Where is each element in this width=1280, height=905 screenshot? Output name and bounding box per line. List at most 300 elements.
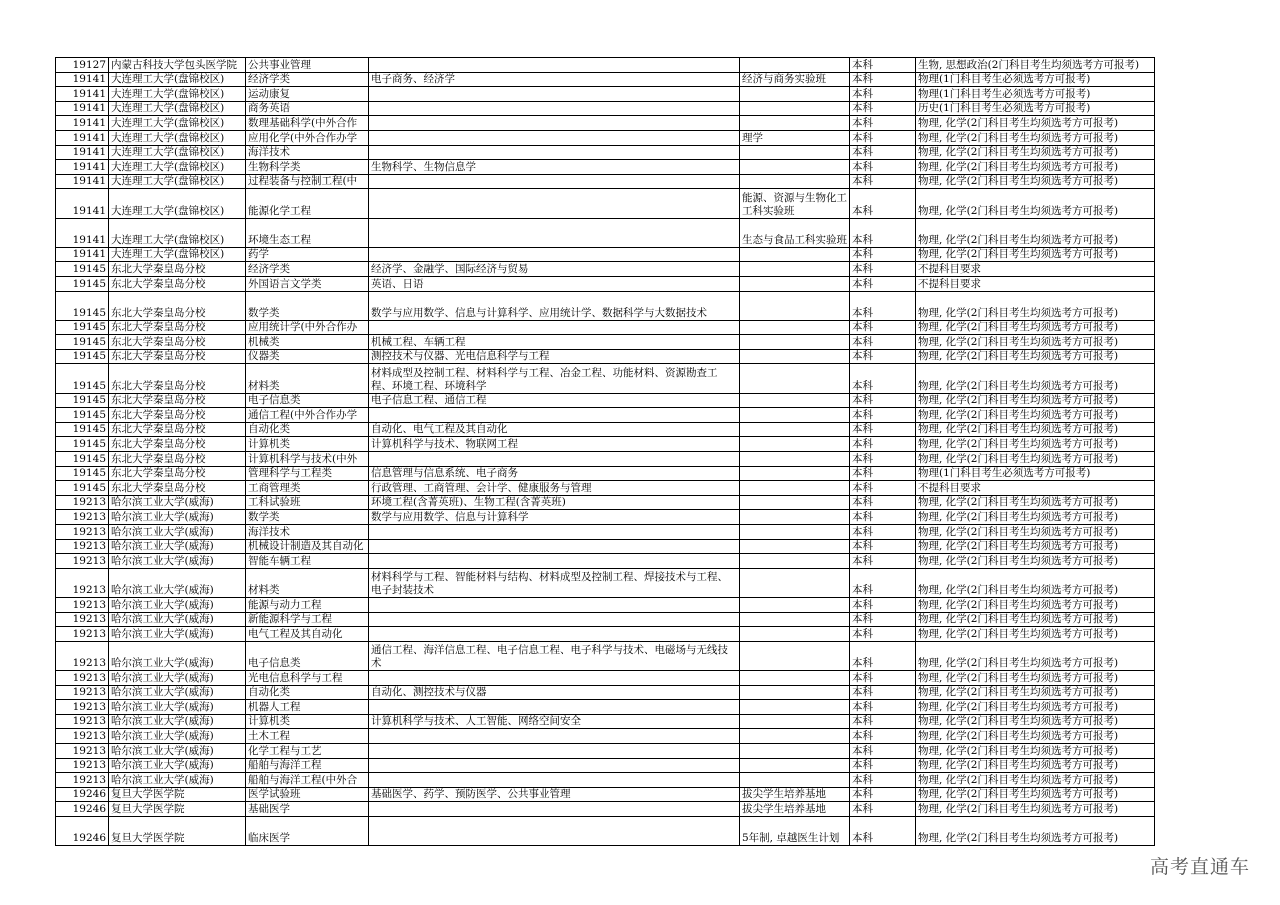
- cell-level: 本科: [850, 145, 916, 160]
- cell-included: [369, 612, 740, 627]
- cell-level: 本科: [850, 101, 916, 116]
- cell-school: 东北大学秦皇岛分校: [109, 452, 246, 467]
- cell-level: 本科: [850, 743, 916, 758]
- cell-level: 本科: [850, 481, 916, 496]
- cell-code: 19141: [56, 218, 109, 247]
- cell-included: 环境工程(含菁英班)、生物工程(含菁英班): [369, 495, 740, 510]
- cell-included: 基础医学、药学、预防医学、公共事业管理: [369, 787, 740, 802]
- cell-remark: [740, 627, 850, 642]
- table-row: [56, 495, 1155, 510]
- cell-major: 机器人工程: [246, 700, 369, 715]
- cell-school: 大连理工大学(盘锦校区): [109, 130, 246, 145]
- cell-subjects: 物理, 化学(2门科目考生均须选考方可报考): [916, 685, 1155, 700]
- cell-subjects: 物理, 化学(2门科目考生均须选考方可报考): [916, 335, 1155, 350]
- cell-major: 新能源科学与工程: [246, 612, 369, 627]
- cell-level: 本科: [850, 452, 916, 467]
- cell-school: 东北大学秦皇岛分校: [109, 393, 246, 408]
- table-row: [56, 160, 1155, 175]
- cell-code: 19213: [56, 670, 109, 685]
- cell-included: [369, 627, 740, 642]
- cell-school: 内蒙古科技大学包头医学院: [109, 58, 246, 73]
- cell-included: [369, 525, 740, 540]
- cell-school: 大连理工大学(盘锦校区): [109, 174, 246, 189]
- cell-subjects: 物理, 化学(2门科目考生均须选考方可报考): [916, 189, 1155, 218]
- table-row: [56, 597, 1155, 612]
- cell-school: 哈尔滨工业大学(威海): [109, 758, 246, 773]
- cell-included: 机械工程、车辆工程: [369, 335, 740, 350]
- cell-major: 临床医学: [246, 816, 369, 845]
- cell-school: 大连理工大学(盘锦校区): [109, 87, 246, 102]
- cell-major: 数理基础科学(中外合作: [246, 116, 369, 131]
- cell-school: 哈尔滨工业大学(威海): [109, 641, 246, 670]
- cell-school: 东北大学秦皇岛分校: [109, 437, 246, 452]
- cell-level: 本科: [850, 597, 916, 612]
- cell-subjects: 物理, 化学(2门科目考生均须选考方可报考): [916, 539, 1155, 554]
- cell-school: 东北大学秦皇岛分校: [109, 364, 246, 393]
- cell-included: 数学与应用数学、信息与计算科学、应用统计学、数据科学与大数据技术: [369, 291, 740, 320]
- cell-subjects: 物理, 化学(2门科目考生均须选考方可报考): [916, 510, 1155, 525]
- cell-level: 本科: [850, 787, 916, 802]
- cell-major: 数学类: [246, 510, 369, 525]
- cell-code: 19145: [56, 452, 109, 467]
- cell-subjects: 物理, 化学(2门科目考生均须选考方可报考): [916, 641, 1155, 670]
- cell-remark: [740, 670, 850, 685]
- cell-remark: 5年制, 卓越医生计划: [740, 816, 850, 845]
- cell-level: 本科: [850, 174, 916, 189]
- table-body: [56, 58, 1155, 846]
- cell-remark: [740, 247, 850, 262]
- table-row: [56, 408, 1155, 423]
- cell-major: 材料类: [246, 364, 369, 393]
- cell-subjects: 物理, 化学(2门科目考生均须选考方可报考): [916, 422, 1155, 437]
- table-row: [56, 612, 1155, 627]
- cell-remark: [740, 510, 850, 525]
- cell-remark: [740, 87, 850, 102]
- cell-remark: [740, 641, 850, 670]
- cell-major: 智能车辆工程: [246, 554, 369, 569]
- cell-major: 工科试验班: [246, 495, 369, 510]
- cell-major: 自动化类: [246, 685, 369, 700]
- cell-subjects: 物理, 化学(2门科目考生均须选考方可报考): [916, 714, 1155, 729]
- cell-school: 大连理工大学(盘锦校区): [109, 101, 246, 116]
- cell-school: 哈尔滨工业大学(威海): [109, 539, 246, 554]
- cell-school: 哈尔滨工业大学(威海): [109, 743, 246, 758]
- table-row: [56, 773, 1155, 788]
- cell-level: 本科: [850, 218, 916, 247]
- cell-code: 19145: [56, 422, 109, 437]
- cell-remark: [740, 452, 850, 467]
- cell-major: 数学类: [246, 291, 369, 320]
- cell-school: 大连理工大学(盘锦校区): [109, 247, 246, 262]
- cell-major: 计算机科学与技术(中外: [246, 452, 369, 467]
- cell-subjects: 物理, 化学(2门科目考生均须选考方可报考): [916, 554, 1155, 569]
- table-row: [56, 276, 1155, 291]
- cell-code: 19145: [56, 276, 109, 291]
- cell-remark: [740, 335, 850, 350]
- cell-included: 自动化、电气工程及其自动化: [369, 422, 740, 437]
- cell-included: [369, 189, 740, 218]
- cell-school: 哈尔滨工业大学(威海): [109, 495, 246, 510]
- cell-remark: [740, 174, 850, 189]
- cell-school: 东北大学秦皇岛分校: [109, 320, 246, 335]
- cell-school: 哈尔滨工业大学(威海): [109, 568, 246, 597]
- table-row: [56, 320, 1155, 335]
- cell-level: 本科: [850, 685, 916, 700]
- cell-subjects: 物理, 化学(2门科目考生均须选考方可报考): [916, 408, 1155, 423]
- cell-remark: 经济与商务实验班: [740, 72, 850, 87]
- cell-level: 本科: [850, 554, 916, 569]
- cell-level: 本科: [850, 729, 916, 744]
- cell-major: 船舶与海洋工程: [246, 758, 369, 773]
- cell-remark: [740, 554, 850, 569]
- cell-subjects: 物理, 化学(2门科目考生均须选考方可报考): [916, 525, 1155, 540]
- cell-school: 哈尔滨工业大学(威海): [109, 685, 246, 700]
- cell-major: 药学: [246, 247, 369, 262]
- table-row: [56, 101, 1155, 116]
- table-row: [56, 116, 1155, 131]
- cell-school: 复旦大学医学院: [109, 802, 246, 817]
- cell-subjects: 不提科目要求: [916, 276, 1155, 291]
- cell-remark: [740, 262, 850, 277]
- cell-remark: [740, 58, 850, 73]
- cell-subjects: 物理(1门科目考生必须选考方可报考): [916, 87, 1155, 102]
- cell-major: 环境生态工程: [246, 218, 369, 247]
- cell-included: 英语、日语: [369, 276, 740, 291]
- cell-major: 电子信息类: [246, 393, 369, 408]
- cell-remark: [740, 393, 850, 408]
- cell-included: 经济学、金融学、国际经济与贸易: [369, 262, 740, 277]
- cell-included: 生物科学、生物信息学: [369, 160, 740, 175]
- cell-school: 大连理工大学(盘锦校区): [109, 218, 246, 247]
- cell-remark: [740, 773, 850, 788]
- cell-school: 大连理工大学(盘锦校区): [109, 160, 246, 175]
- cell-code: 19141: [56, 174, 109, 189]
- cell-code: 19213: [56, 685, 109, 700]
- cell-school: 东北大学秦皇岛分校: [109, 466, 246, 481]
- cell-subjects: 物理, 化学(2门科目考生均须选考方可报考): [916, 218, 1155, 247]
- cell-included: 自动化、测控技术与仪器: [369, 685, 740, 700]
- cell-included: [369, 145, 740, 160]
- cell-code: 19141: [56, 72, 109, 87]
- cell-subjects: 物理, 化学(2门科目考生均须选考方可报考): [916, 174, 1155, 189]
- table-row: [56, 539, 1155, 554]
- cell-school: 东北大学秦皇岛分校: [109, 349, 246, 364]
- cell-school: 哈尔滨工业大学(威海): [109, 729, 246, 744]
- cell-subjects: 物理, 化学(2门科目考生均须选考方可报考): [916, 758, 1155, 773]
- cell-school: 东北大学秦皇岛分校: [109, 422, 246, 437]
- cell-remark: [740, 466, 850, 481]
- table-row: [56, 743, 1155, 758]
- cell-remark: 生态与食品工科实验班: [740, 218, 850, 247]
- cell-subjects: 物理, 化学(2门科目考生均须选考方可报考): [916, 743, 1155, 758]
- cell-school: 哈尔滨工业大学(威海): [109, 714, 246, 729]
- cell-code: 19141: [56, 101, 109, 116]
- table-row: [56, 758, 1155, 773]
- cell-remark: 拔尖学生培养基地: [740, 802, 850, 817]
- cell-school: 东北大学秦皇岛分校: [109, 408, 246, 423]
- cell-included: 测控技术与仪器、光电信息科学与工程: [369, 349, 740, 364]
- cell-level: 本科: [850, 437, 916, 452]
- cell-subjects: 物理, 化学(2门科目考生均须选考方可报考): [916, 568, 1155, 597]
- cell-remark: [740, 364, 850, 393]
- cell-remark: [740, 714, 850, 729]
- cell-major: 过程装备与控制工程(中: [246, 174, 369, 189]
- cell-included: 电子商务、经济学: [369, 72, 740, 87]
- table-row: [56, 335, 1155, 350]
- table-row: [56, 700, 1155, 715]
- cell-major: 机械设计制造及其自动化: [246, 539, 369, 554]
- cell-major: 海洋技术: [246, 145, 369, 160]
- table-row: [56, 145, 1155, 160]
- cell-remark: [740, 291, 850, 320]
- table-row: [56, 816, 1155, 845]
- cell-remark: 理学: [740, 130, 850, 145]
- cell-level: 本科: [850, 160, 916, 175]
- cell-included: 通信工程、海洋信息工程、电子信息工程、电子科学与技术、电磁场与无线技术: [369, 641, 740, 670]
- cell-code: 19145: [56, 335, 109, 350]
- cell-included: [369, 218, 740, 247]
- cell-remark: [740, 685, 850, 700]
- table-row: [56, 291, 1155, 320]
- cell-code: 19213: [56, 641, 109, 670]
- cell-level: 本科: [850, 627, 916, 642]
- cell-included: [369, 816, 740, 845]
- cell-code: 19145: [56, 437, 109, 452]
- cell-included: [369, 174, 740, 189]
- cell-included: [369, 87, 740, 102]
- cell-remark: [740, 437, 850, 452]
- cell-level: 本科: [850, 422, 916, 437]
- cell-school: 东北大学秦皇岛分校: [109, 276, 246, 291]
- cell-code: 19141: [56, 247, 109, 262]
- cell-included: [369, 597, 740, 612]
- cell-level: 本科: [850, 58, 916, 73]
- table-row: [56, 422, 1155, 437]
- cell-remark: [740, 160, 850, 175]
- cell-code: 19213: [56, 612, 109, 627]
- cell-major: 外国语言文学类: [246, 276, 369, 291]
- cell-code: 19213: [56, 525, 109, 540]
- cell-major: 海洋技术: [246, 525, 369, 540]
- cell-included: 材料成型及控制工程、材料科学与工程、冶金工程、功能材料、资源勘查工程、环境工程、环境科学: [369, 364, 740, 393]
- cell-major: 船舶与海洋工程(中外合: [246, 773, 369, 788]
- cell-remark: [740, 320, 850, 335]
- cell-code: 19145: [56, 291, 109, 320]
- cell-major: 运动康复: [246, 87, 369, 102]
- cell-subjects: 物理, 化学(2门科目考生均须选考方可报考): [916, 612, 1155, 627]
- table-row: [56, 218, 1155, 247]
- table-row: [56, 364, 1155, 393]
- cell-school: 哈尔滨工业大学(威海): [109, 670, 246, 685]
- table-row: [56, 262, 1155, 277]
- cell-school: 哈尔滨工业大学(威海): [109, 597, 246, 612]
- cell-major: 机械类: [246, 335, 369, 350]
- cell-school: 复旦大学医学院: [109, 816, 246, 845]
- cell-subjects: 物理, 化学(2门科目考生均须选考方可报考): [916, 130, 1155, 145]
- cell-subjects: 物理, 化学(2门科目考生均须选考方可报考): [916, 773, 1155, 788]
- table-row: [56, 729, 1155, 744]
- cell-subjects: 生物, 思想政治(2门科目考生均须选考方可报考): [916, 58, 1155, 73]
- table-row: [56, 349, 1155, 364]
- cell-included: 电子信息工程、通信工程: [369, 393, 740, 408]
- table-row: [56, 510, 1155, 525]
- cell-remark: [740, 101, 850, 116]
- cell-code: 19213: [56, 495, 109, 510]
- cell-level: 本科: [850, 262, 916, 277]
- cell-level: 本科: [850, 612, 916, 627]
- table-row: [56, 58, 1155, 73]
- cell-school: 哈尔滨工业大学(威海): [109, 773, 246, 788]
- cell-school: 哈尔滨工业大学(威海): [109, 627, 246, 642]
- cell-code: 19246: [56, 816, 109, 845]
- cell-school: 哈尔滨工业大学(威海): [109, 525, 246, 540]
- cell-code: 19213: [56, 627, 109, 642]
- cell-major: 计算机类: [246, 437, 369, 452]
- cell-major: 光电信息科学与工程: [246, 670, 369, 685]
- cell-remark: [740, 525, 850, 540]
- cell-included: [369, 670, 740, 685]
- cell-subjects: 物理, 化学(2门科目考生均须选考方可报考): [916, 670, 1155, 685]
- cell-subjects: 物理(1门科目考生必须选考方可报考): [916, 72, 1155, 87]
- cell-level: 本科: [850, 700, 916, 715]
- cell-level: 本科: [850, 320, 916, 335]
- cell-major: 公共事业管理: [246, 58, 369, 73]
- cell-code: 19213: [56, 568, 109, 597]
- cell-subjects: 物理, 化学(2门科目考生均须选考方可报考): [916, 160, 1155, 175]
- cell-included: 行政管理、工商管理、会计学、健康服务与管理: [369, 481, 740, 496]
- cell-major: 管理科学与工程类: [246, 466, 369, 481]
- cell-included: [369, 743, 740, 758]
- cell-remark: [740, 597, 850, 612]
- cell-code: 19213: [56, 773, 109, 788]
- table-row: [56, 641, 1155, 670]
- cell-remark: [740, 539, 850, 554]
- cell-code: 19127: [56, 58, 109, 73]
- cell-major: 计算机类: [246, 714, 369, 729]
- cell-school: 哈尔滨工业大学(威海): [109, 612, 246, 627]
- cell-major: 自动化类: [246, 422, 369, 437]
- cell-code: 19145: [56, 320, 109, 335]
- cell-major: 通信工程(中外合作办学: [246, 408, 369, 423]
- cell-remark: [740, 481, 850, 496]
- cell-included: [369, 101, 740, 116]
- cell-code: 19145: [56, 466, 109, 481]
- table-row: [56, 714, 1155, 729]
- table-row: [56, 437, 1155, 452]
- cell-subjects: 物理, 化学(2门科目考生均须选考方可报考): [916, 116, 1155, 131]
- cell-subjects: 物理, 化学(2门科目考生均须选考方可报考): [916, 495, 1155, 510]
- cell-code: 19145: [56, 262, 109, 277]
- cell-subjects: 物理, 化学(2门科目考生均须选考方可报考): [916, 729, 1155, 744]
- cell-school: 东北大学秦皇岛分校: [109, 262, 246, 277]
- table-row: [56, 189, 1155, 218]
- cell-remark: [740, 276, 850, 291]
- cell-included: [369, 247, 740, 262]
- cell-major: 化学工程与工艺: [246, 743, 369, 758]
- cell-level: 本科: [850, 72, 916, 87]
- cell-major: 工商管理类: [246, 481, 369, 496]
- cell-included: [369, 758, 740, 773]
- cell-code: 19213: [56, 743, 109, 758]
- cell-included: 数学与应用数学、信息与计算科学: [369, 510, 740, 525]
- cell-school: 大连理工大学(盘锦校区): [109, 72, 246, 87]
- table-row: [56, 481, 1155, 496]
- cell-code: 19141: [56, 189, 109, 218]
- table-row: [56, 554, 1155, 569]
- cell-subjects: 物理, 化学(2门科目考生均须选考方可报考): [916, 247, 1155, 262]
- cell-school: 东北大学秦皇岛分校: [109, 481, 246, 496]
- cell-level: 本科: [850, 408, 916, 423]
- cell-major: 经济学类: [246, 72, 369, 87]
- cell-level: 本科: [850, 568, 916, 597]
- table-row: [56, 247, 1155, 262]
- table-row: [56, 174, 1155, 189]
- cell-remark: [740, 495, 850, 510]
- table-row: [56, 87, 1155, 102]
- table-row: [56, 802, 1155, 817]
- cell-school: 东北大学秦皇岛分校: [109, 291, 246, 320]
- cell-code: 19213: [56, 714, 109, 729]
- cell-code: 19141: [56, 145, 109, 160]
- cell-remark: [740, 408, 850, 423]
- cell-code: 19213: [56, 510, 109, 525]
- cell-level: 本科: [850, 335, 916, 350]
- cell-major: 材料类: [246, 568, 369, 597]
- cell-code: 19213: [56, 597, 109, 612]
- cell-major: 经济学类: [246, 262, 369, 277]
- cell-included: [369, 773, 740, 788]
- cell-major: 仪器类: [246, 349, 369, 364]
- cell-school: 哈尔滨工业大学(威海): [109, 554, 246, 569]
- cell-subjects: 物理(1门科目考生必须选考方可报考): [916, 466, 1155, 481]
- cell-remark: [740, 743, 850, 758]
- cell-included: [369, 539, 740, 554]
- cell-code: 19213: [56, 539, 109, 554]
- cell-included: 计算机科学与技术、人工智能、网络空间安全: [369, 714, 740, 729]
- table-row: [56, 525, 1155, 540]
- cell-major: 商务英语: [246, 101, 369, 116]
- cell-subjects: 物理, 化学(2门科目考生均须选考方可报考): [916, 816, 1155, 845]
- cell-level: 本科: [850, 539, 916, 554]
- watermark-text: 高考直通车: [1149, 856, 1250, 878]
- cell-included: [369, 116, 740, 131]
- cell-subjects: 不提科目要求: [916, 262, 1155, 277]
- cell-code: 19145: [56, 349, 109, 364]
- cell-code: 19145: [56, 393, 109, 408]
- cell-included: [369, 729, 740, 744]
- cell-subjects: 物理, 化学(2门科目考生均须选考方可报考): [916, 320, 1155, 335]
- cell-included: [369, 130, 740, 145]
- cell-major: 应用统计学(中外合作办: [246, 320, 369, 335]
- cell-remark: 能源、资源与生物化工工科实验班: [740, 189, 850, 218]
- cell-major: 电气工程及其自动化: [246, 627, 369, 642]
- cell-remark: [740, 568, 850, 597]
- cell-level: 本科: [850, 773, 916, 788]
- cell-code: 19141: [56, 87, 109, 102]
- table-row: [56, 568, 1155, 597]
- cell-code: 19246: [56, 802, 109, 817]
- cell-school: 复旦大学医学院: [109, 787, 246, 802]
- cell-code: 19141: [56, 130, 109, 145]
- cell-code: 19145: [56, 364, 109, 393]
- cell-level: 本科: [850, 130, 916, 145]
- cell-school: 东北大学秦皇岛分校: [109, 335, 246, 350]
- cell-subjects: 物理, 化学(2门科目考生均须选考方可报考): [916, 700, 1155, 715]
- cell-code: 19213: [56, 729, 109, 744]
- cell-major: 土木工程: [246, 729, 369, 744]
- cell-level: 本科: [850, 510, 916, 525]
- cell-subjects: 不提科目要求: [916, 481, 1155, 496]
